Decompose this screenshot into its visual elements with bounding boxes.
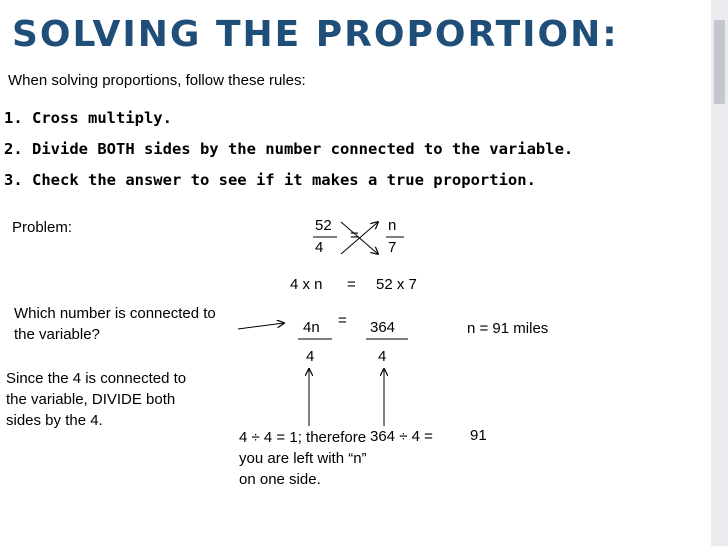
divide-equals: = (338, 312, 347, 329)
page-title: SOLVING THE PROPORTION: (12, 14, 619, 55)
answer: n = 91 miles (467, 320, 549, 337)
divide-left-denominator: 4 (306, 348, 315, 365)
divide-left-numerator: 4n (303, 319, 320, 336)
proportion-left-denominator: 4 (315, 239, 324, 256)
divide-right-denominator: 4 (378, 348, 387, 365)
explanation-text: Since the 4 is connected to the variable, DIVIDE both sides by the 4. (6, 370, 187, 429)
proportion-right-numerator: n (388, 217, 397, 234)
cross-multiply-right: 52 x 7 (376, 276, 417, 293)
question-text: Which number is connected to the variable? (14, 305, 216, 343)
proportion-right-denominator: 7 (388, 239, 397, 256)
proportion-equals: = (350, 227, 359, 244)
right-result-text: 364 ÷ 4 = (370, 428, 433, 445)
subtitle: When solving proportions, follow these rules: (8, 72, 306, 89)
cross-multiply-left: 4 x n (290, 276, 323, 293)
right-result-value: 91 (470, 427, 487, 444)
rule-2: 2. Divide BOTH sides by the number connected to the variable. (4, 140, 574, 158)
cross-multiply-equals: = (347, 276, 356, 293)
rule-1: 1. Cross multiply. (4, 109, 172, 127)
left-result-text: 4 ÷ 4 = 1; therefore you are left with “n” on one side. (239, 429, 367, 488)
question-arrow (238, 323, 284, 329)
rule-3: 3. Check the answer to see if it makes a true proportion. (4, 171, 536, 189)
divide-right-numerator: 364 (370, 319, 396, 336)
problem-label: Problem: (12, 219, 73, 236)
proportion-left-numerator: 52 (315, 217, 332, 234)
